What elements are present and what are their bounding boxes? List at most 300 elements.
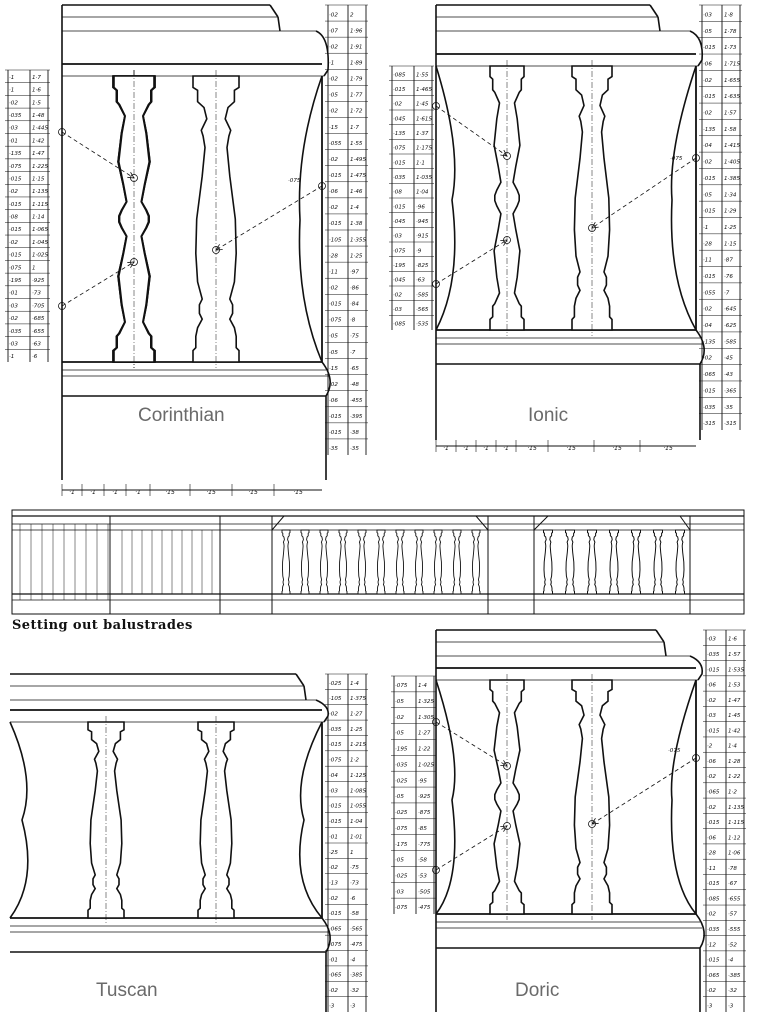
- dimension-a-label: ·315: [703, 421, 716, 428]
- dimension-a-label: ·025: [395, 810, 408, 817]
- dimension-b-label: ·32: [350, 988, 359, 995]
- plinth-profile: [322, 362, 330, 480]
- dimension-a-label: ·05: [395, 730, 404, 737]
- dimension-a-label: ·15: [329, 124, 338, 131]
- balustrade-elevation-strip: [12, 510, 744, 614]
- dimension-b-label: 1·4: [728, 743, 737, 750]
- dimension-b-label: ·73: [32, 290, 41, 297]
- dimension-a-label: ·02: [703, 355, 712, 362]
- dimension-b-label: 1·7: [32, 74, 41, 81]
- elevation-arch-line: [272, 516, 488, 530]
- dimension-a-label: ·025: [329, 680, 342, 687]
- dimension-a-label: ·02: [395, 714, 404, 721]
- dimension-b-label: ·97: [350, 269, 359, 276]
- dimension-b-label: ·925: [418, 794, 431, 801]
- dimension-a-label: ·25: [329, 849, 338, 856]
- dimension-b-label: ·85: [418, 825, 427, 832]
- dimension-a-label: ·02: [703, 77, 712, 84]
- ionic-label: Ionic: [524, 405, 572, 427]
- dimension-b-label: ·73: [350, 880, 359, 887]
- dimension-a-label: ·03: [9, 341, 18, 348]
- dimension-a-label: ·075: [9, 265, 22, 272]
- dimension-b-label: 1·25: [350, 253, 363, 260]
- doric-drawing: [391, 630, 746, 1012]
- dimension-b-label: 1·6: [32, 87, 41, 94]
- elevation-baluster: [434, 530, 442, 594]
- dimension-a-label: ·015: [329, 221, 342, 228]
- dimension-b-label: ·58: [350, 911, 359, 918]
- cornice-profile: [270, 5, 278, 17]
- dimension-a-label: ·04: [329, 772, 338, 779]
- dimension-a-label: ·07: [329, 28, 338, 35]
- dimension-a-label: ·195: [395, 746, 408, 753]
- dimension-a-label: ·06: [707, 835, 716, 842]
- dimension-a-label: ·05: [395, 794, 404, 801]
- bottom-dimension-label: ·1: [112, 489, 118, 496]
- dimension-a-label: ·1: [9, 87, 15, 94]
- dimension-a-label: ·04: [703, 323, 712, 330]
- dimension-a-label: ·02: [703, 110, 712, 117]
- bottom-dimension-label: ·1: [90, 489, 96, 496]
- dimension-b-label: 1·78: [724, 28, 737, 35]
- dimension-b-label: 1·4: [418, 683, 427, 690]
- dimension-a-label: ·065: [707, 789, 720, 796]
- dimension-b-label: ·475: [418, 905, 431, 912]
- dimension-a-label: ·03: [393, 233, 402, 240]
- dimension-a-label: ·015: [703, 388, 716, 395]
- dimension-a-label: ·015: [329, 803, 342, 810]
- dimension-a-label: ·06: [707, 758, 716, 765]
- dimension-a-label: ·075: [395, 905, 408, 912]
- elevation-arch-line: [534, 516, 690, 530]
- dimension-b-label: 1·035: [416, 174, 433, 181]
- dimension-a-label: ·02: [393, 292, 402, 299]
- dimension-b-label: 1·15: [724, 241, 737, 248]
- dimension-b-label: ·58: [418, 857, 427, 864]
- bottom-dimension-label: ·15: [206, 489, 216, 496]
- cornice-profile: [658, 17, 660, 31]
- dimension-b-label: 1·48: [32, 112, 45, 119]
- dimension-b-label: 1·715: [724, 61, 741, 68]
- dimension-b-label: ·565: [350, 926, 363, 933]
- dimension-b-label: 1·29: [724, 208, 737, 215]
- elevation-baluster: [301, 530, 309, 594]
- dimension-a-label: ·015: [707, 881, 720, 888]
- dimension-a-label: ·135: [703, 126, 716, 133]
- elevation-baluster: [654, 530, 663, 594]
- bottom-dimension-label: ·15: [566, 445, 576, 452]
- cornice-profile: [304, 686, 306, 700]
- dimension-b-label: ·4: [350, 957, 356, 964]
- dimension-b-label: 1·175: [416, 145, 433, 152]
- dimension-b-label: ·9: [416, 248, 422, 255]
- dimension-b-label: 1·635: [724, 94, 741, 101]
- cornice-profile: [650, 5, 658, 17]
- dimension-b-label: ·565: [416, 306, 429, 313]
- dimension-b-label: 1·5: [32, 100, 41, 107]
- dimension-a-label: ·05: [329, 92, 338, 99]
- dimension-a-label: ·015: [707, 820, 720, 827]
- dimension-b-label: ·625: [724, 323, 737, 330]
- elevation-baluster: [358, 530, 366, 594]
- dimension-b-label: 1·8: [724, 12, 733, 19]
- dimension-b-label: 1·2: [350, 757, 359, 764]
- half-baluster-profile: [300, 722, 322, 918]
- dimension-b-label: 1·22: [728, 774, 741, 781]
- half-baluster-profile: [672, 66, 697, 330]
- dimension-b-label: ·395: [350, 414, 363, 421]
- dimension-a-label: ·105: [329, 237, 342, 244]
- dimension-b-label: ·7: [350, 349, 356, 356]
- dimension-a-label: ·03: [707, 636, 716, 643]
- dimension-a-label: ·05: [395, 698, 404, 705]
- dimension-a-label: ·055: [329, 140, 342, 147]
- dimension-a-label: ·085: [393, 321, 406, 328]
- sheet-caption: Setting out balustrades: [12, 618, 193, 633]
- cornice-profile: [690, 31, 702, 66]
- dimension-a-label: ·015: [393, 204, 406, 211]
- dimension-b-label: 1·085: [350, 788, 367, 795]
- dimension-b-label: ·8: [350, 317, 356, 324]
- bottom-dimension-label: ·15: [527, 445, 537, 452]
- elevation-baluster: [632, 530, 641, 594]
- dimension-a-label: ·1: [329, 60, 335, 67]
- tuscan-drawing: [10, 674, 368, 1012]
- dimension-b-label: 1·2: [728, 789, 737, 796]
- dimension-b-label: 1·7: [350, 124, 359, 131]
- dimension-a-label: ·03: [395, 889, 404, 896]
- doric-label: Doric: [511, 980, 563, 1002]
- dimension-a-label: ·015: [329, 301, 342, 308]
- dimension-a-label: ·11: [329, 269, 338, 276]
- dimension-a-label: ·28: [329, 253, 338, 260]
- dimension-a-label: ·035: [707, 651, 720, 658]
- dimension-b-label: 1·42: [728, 728, 741, 735]
- bottom-dimension-label: ·1: [503, 445, 509, 452]
- dimension-b-label: 1·55: [416, 72, 429, 79]
- elevation-baluster: [396, 530, 404, 594]
- dimension-b-label: ·57: [728, 911, 737, 918]
- dimension-a-label: ·015: [707, 667, 720, 674]
- dimension-a-label: ·28: [703, 241, 712, 248]
- dimension-b-label: ·96: [416, 204, 425, 211]
- dimension-b-label: 1·91: [350, 44, 363, 51]
- dimension-a-label: ·02: [707, 774, 716, 781]
- dimension-a-label: ·05: [329, 333, 338, 340]
- dimension-a-label: ·035: [395, 762, 408, 769]
- dimension-b-label: ·38: [350, 430, 359, 437]
- dimension-b-label: 1·42: [32, 138, 45, 145]
- dimension-a-label: ·065: [703, 372, 716, 379]
- dimension-b-label: ·945: [416, 218, 429, 225]
- dimension-b-label: ·7: [724, 290, 730, 297]
- dimension-b-label: 1·72: [350, 108, 363, 115]
- dimension-a-label: ·075: [329, 317, 342, 324]
- dimension-a-label: ·075: [329, 941, 342, 948]
- dimension-a-label: ·02: [9, 100, 18, 107]
- dimension-a-label: ·02: [9, 239, 18, 246]
- dimension-b-label: 1·055: [350, 803, 367, 810]
- dimension-a-label: ·045: [393, 277, 406, 284]
- dimension-a-label: ·055: [703, 290, 716, 297]
- dimension-b-label: 1·53: [728, 682, 741, 689]
- dimension-a-label: ·075: [329, 757, 342, 764]
- dimension-b-label: 1·115: [728, 820, 745, 827]
- cornice-profile: [296, 674, 304, 686]
- dimension-b-label: ·365: [724, 388, 737, 395]
- dimension-b-label: 1·385: [724, 175, 741, 182]
- bottom-dimension-label: ·15: [293, 489, 303, 496]
- dimension-b-label: 1·25: [350, 726, 363, 733]
- dimension-a-label: ·015: [329, 172, 342, 179]
- dimension-a-label: ·3: [707, 1003, 713, 1010]
- dimension-a-label: ·08: [393, 189, 402, 196]
- dimension-a-label: ·045: [393, 218, 406, 225]
- dimension-b-label: 1·115: [32, 201, 49, 208]
- dimension-a-label: ·15: [329, 365, 338, 372]
- dimension-a-label: ·05: [703, 192, 712, 199]
- half-baluster-profile: [299, 76, 322, 362]
- dimension-b-label: 1·045: [32, 239, 49, 246]
- dimension-a-label: ·06: [707, 682, 716, 689]
- dimension-a-label: ·03: [329, 788, 338, 795]
- dimension-b-label: 1·14: [32, 214, 45, 221]
- dimension-b-label: ·6: [32, 354, 38, 361]
- dimension-b-label: 1·89: [350, 60, 363, 67]
- dimension-a-label: ·195: [9, 278, 22, 285]
- dimension-b-label: 1·79: [350, 76, 363, 83]
- dimension-b-label: 1·38: [350, 221, 363, 228]
- half-baluster-profile: [436, 66, 455, 330]
- dimension-a-label: ·075: [395, 683, 408, 690]
- dimension-b-label: 1·06: [728, 850, 741, 857]
- bottom-dimension-label: ·15: [612, 445, 622, 452]
- dimension-a-label: ·02: [329, 865, 338, 872]
- dimension-b-label: ·705: [32, 303, 45, 310]
- dimension-a-label: ·015: [393, 160, 406, 167]
- annotation-label: ·075: [668, 748, 681, 754]
- dimension-a-label: ·015: [9, 201, 22, 208]
- dimension-a-label: ·11: [707, 865, 716, 872]
- dimension-a-label: ·105: [329, 696, 342, 703]
- dimension-a-label: ·015: [707, 957, 720, 964]
- plinth-profile: [696, 914, 704, 1012]
- dimension-b-label: ·455: [350, 397, 363, 404]
- dimension-b-label: ·685: [32, 316, 45, 323]
- dimension-b-label: 1·04: [416, 189, 429, 196]
- dimension-a-label: ·015: [329, 430, 342, 437]
- elevation-baluster: [588, 530, 597, 594]
- elevation-baluster: [610, 530, 619, 594]
- dimension-b-label: 1·12: [728, 835, 741, 842]
- dimension-b-label: 1·22: [418, 746, 431, 753]
- dimension-b-label: 1·535: [728, 667, 745, 674]
- elevation-baluster: [453, 530, 461, 594]
- dimension-b-label: ·655: [32, 328, 45, 335]
- elevation-baluster: [544, 530, 553, 594]
- dimension-a-label: ·02: [707, 988, 716, 995]
- dimension-b-label: ·3: [350, 1003, 356, 1010]
- elevation-baluster: [566, 530, 575, 594]
- dimension-a-label: ·085: [393, 72, 406, 79]
- dimension-a-label: ·015: [329, 911, 342, 918]
- dimension-a-label: ·12: [707, 942, 716, 949]
- bottom-dimension-label: ·1: [463, 445, 469, 452]
- dimension-b-label: ·63: [416, 277, 425, 284]
- dimension-b-label: ·555: [728, 927, 741, 934]
- dimension-b-label: ·52: [728, 942, 737, 949]
- dimension-a-label: ·035: [707, 927, 720, 934]
- dimension-a-label: ·02: [329, 895, 338, 902]
- dimension-b-label: ·4: [728, 957, 734, 964]
- dimension-b-label: 1·46: [350, 189, 363, 196]
- dimension-a-label: ·04: [703, 143, 712, 150]
- dimension-a-label: ·11: [703, 257, 712, 264]
- tuscan-label: Tuscan: [92, 980, 162, 1002]
- dimension-b-label: 1·47: [32, 151, 45, 158]
- dimension-a-label: ·015: [703, 273, 716, 280]
- dimension-b-label: ·385: [728, 972, 741, 979]
- dimension-a-label: ·015: [9, 176, 22, 183]
- dimension-b-label: 1·77: [350, 92, 363, 99]
- dimension-a-label: ·015: [707, 728, 720, 735]
- dimension-a-label: ·195: [393, 262, 406, 269]
- dimension-a-label: ·075: [395, 825, 408, 832]
- dimension-b-label: ·75: [350, 333, 359, 340]
- ionic-drawing: [389, 5, 742, 452]
- dimension-a-label: ·01: [9, 290, 18, 297]
- dimension-b-label: ·32: [728, 988, 737, 995]
- dimension-b-label: 2: [350, 12, 354, 19]
- dimension-a-label: ·35: [329, 446, 338, 453]
- dimension-b-label: ·84: [350, 301, 359, 308]
- dimension-b-label: 1·6: [728, 636, 737, 643]
- dimension-a-label: ·035: [393, 174, 406, 181]
- dimension-b-label: ·825: [416, 262, 429, 269]
- dimension-a-label: ·02: [707, 911, 716, 918]
- dimension-b-label: ·315: [724, 421, 737, 428]
- dimension-a-label: ·28: [707, 850, 716, 857]
- dimension-b-label: 1·225: [32, 163, 49, 170]
- dimension-a-label: ·065: [329, 926, 342, 933]
- bottom-dimension-label: ·1: [483, 445, 489, 452]
- dimension-b-label: 1·415: [724, 143, 741, 150]
- dimension-b-label: 1·04: [350, 819, 363, 826]
- dimension-b-label: 1·065: [32, 227, 49, 234]
- dimension-a-label: ·02: [707, 697, 716, 704]
- bottom-dimension-label: ·15: [663, 445, 673, 452]
- dimension-b-label: 1·355: [350, 237, 367, 244]
- dimension-b-label: ·87: [724, 257, 733, 264]
- dimension-b-label: ·67: [728, 881, 737, 888]
- dimension-a-label: ·01: [329, 957, 338, 964]
- dimension-b-label: 1·34: [724, 192, 737, 199]
- dimension-b-label: 1·135: [728, 804, 745, 811]
- half-baluster-profile: [672, 680, 697, 914]
- dimension-a-label: ·175: [395, 841, 408, 848]
- dimension-b-label: 1·57: [724, 110, 737, 117]
- dimension-a-label: ·06: [329, 397, 338, 404]
- dimension-a-label: ·065: [329, 972, 342, 979]
- dimension-b-label: ·875: [418, 810, 431, 817]
- dimension-a-label: ·035: [703, 404, 716, 411]
- dimension-a-label: ·065: [707, 972, 720, 979]
- dimension-a-label: ·02: [707, 804, 716, 811]
- half-baluster-profile: [436, 680, 455, 914]
- dimension-b-label: ·95: [418, 778, 427, 785]
- dimension-b-label: 1·58: [724, 126, 737, 133]
- dimension-a-label: ·02: [329, 711, 338, 718]
- dimension-a-label: ·03: [9, 303, 18, 310]
- dimension-b-label: ·78: [728, 865, 737, 872]
- dimension-a-label: ·08: [9, 214, 18, 221]
- dimension-b-label: ·775: [418, 841, 431, 848]
- annotation-label: ·075: [288, 178, 301, 184]
- elevation-baluster: [282, 530, 290, 594]
- dimension-a-label: ·02: [329, 988, 338, 995]
- dimension-b-label: 1·475: [350, 172, 367, 179]
- dimension-b-label: ·925: [32, 278, 45, 285]
- dimension-b-label: 1·55: [350, 140, 363, 147]
- dimension-b-label: 1·45: [416, 101, 429, 108]
- dimension-b-label: 1·405: [724, 159, 741, 166]
- dimension-b-label: 1·305: [418, 714, 435, 721]
- cornice-profile: [656, 630, 664, 642]
- dimension-b-label: 1·57: [728, 651, 741, 658]
- dimension-a-label: ·035: [329, 726, 342, 733]
- dimension-b-label: ·45: [724, 355, 733, 362]
- dimension-b-label: 1·495: [350, 156, 367, 163]
- elevation-baluster: [320, 530, 328, 594]
- dimension-a-label: ·075: [393, 248, 406, 255]
- dimension-a-label: ·035: [9, 328, 22, 335]
- dimension-a-label: ·015: [9, 227, 22, 234]
- dimension-a-label: ·02: [9, 189, 18, 196]
- dimension-b-label: 1·37: [416, 130, 429, 137]
- dimension-b-label: 1·15: [32, 176, 45, 183]
- dimension-b-label: 1·615: [416, 116, 433, 123]
- dimension-b-label: ·645: [724, 306, 737, 313]
- dimension-b-label: 1·27: [350, 711, 363, 718]
- dimension-b-label: ·6: [350, 895, 356, 902]
- dimension-a-label: ·03: [393, 306, 402, 313]
- dimension-a-label: ·02: [393, 101, 402, 108]
- dimension-a-label: ·045: [393, 116, 406, 123]
- dimension-b-label: 1·4: [350, 205, 359, 212]
- dimension-a-label: ·135: [9, 151, 22, 158]
- dimension-a-label: ·02: [703, 306, 712, 313]
- dimension-b-label: ·65: [350, 365, 359, 372]
- dimension-b-label: ·53: [418, 873, 427, 880]
- dimension-b-label: 1·375: [350, 696, 367, 703]
- dimension-a-label: ·02: [329, 44, 338, 51]
- annotation-label: ·075: [670, 156, 683, 162]
- dimension-b-label: 1: [350, 849, 354, 856]
- elevation-baluster: [339, 530, 347, 594]
- cornice-profile: [278, 17, 280, 31]
- dimension-a-label: ·02: [329, 108, 338, 115]
- dimension-b-label: 1·325: [418, 698, 435, 705]
- dimension-a-label: ·015: [329, 819, 342, 826]
- dimension-b-label: ·655: [728, 896, 741, 903]
- dimension-b-label: 1·28: [728, 758, 741, 765]
- dimension-a-label: ·025: [395, 873, 408, 880]
- dimension-b-label: 1·45: [728, 713, 741, 720]
- cornice-profile: [316, 700, 328, 722]
- dimension-a-label: ·02: [329, 205, 338, 212]
- dimension-b-label: ·35: [350, 446, 359, 453]
- dimension-a-label: ·135: [703, 339, 716, 346]
